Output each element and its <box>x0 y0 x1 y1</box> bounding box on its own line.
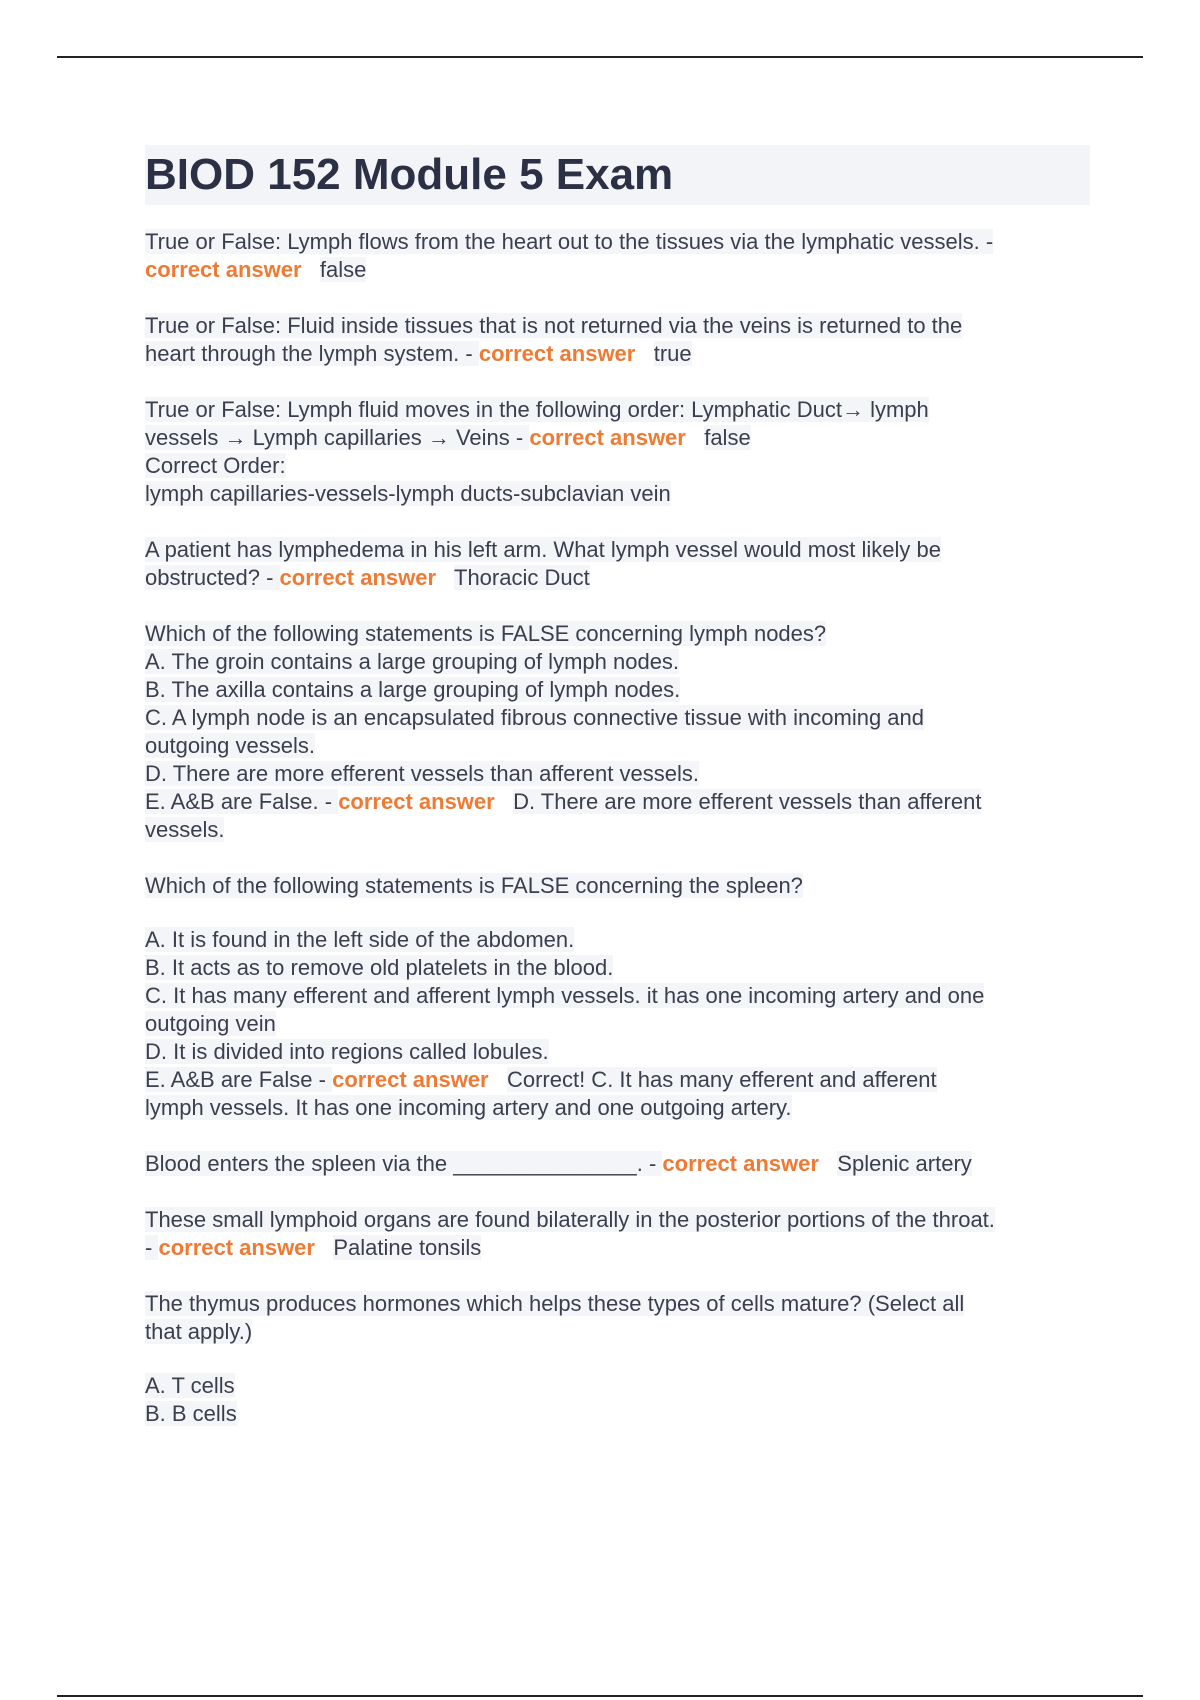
question-6-text: Which of the following statements is FALSE concerning the spleen? <box>145 873 803 898</box>
page-title: BIOD 152 Module 5 Exam <box>145 145 1090 205</box>
question-7 <box>145 1150 1090 1178</box>
question-4-text-cont: obstructed? - <box>145 565 280 590</box>
question-5-option-d: D. There are more efferent vessels than afferent vessels. <box>145 761 699 786</box>
correct-answer-label: correct answer <box>478 341 636 366</box>
question-8-answer: Palatine tonsils <box>333 1235 482 1260</box>
question-3-answer: false <box>704 425 751 450</box>
correct-answer-label: correct answer <box>332 1067 489 1092</box>
question-9 <box>145 1290 1090 1428</box>
question-5-answer: D. There are more efferent vessels than afferent <box>513 789 982 814</box>
question-1-text: True or False: Lymph flows from the heart out to the tissues via the lymphatic vessels. - <box>145 229 994 254</box>
question-9-text-cont: that apply.) <box>145 1319 253 1344</box>
correct-answer-label: correct answer <box>158 1235 315 1260</box>
question-5-option-a: A. The groin contains a large grouping of lymph nodes. <box>145 649 680 674</box>
question-3-text-cont: vessels → Lymph capillaries → Veins - <box>145 425 530 450</box>
correct-answer-label: correct answer <box>662 1151 819 1176</box>
question-3-text: True or False: Lymph fluid moves in the following order: Lymphatic Duct→ lymph <box>145 397 929 422</box>
question-8 <box>145 1206 1090 1262</box>
question-9-text: The thymus produces hormones which helps these types of cells mature? (Select all <box>145 1291 965 1316</box>
document-body <box>145 145 1090 1428</box>
question-3 <box>145 396 1090 508</box>
question-2-text-cont: heart through the lymph system. - <box>145 341 479 366</box>
question-4-text: A patient has lymphedema in his left arm. What lymph vessel would most likely be <box>145 537 942 562</box>
question-5-option-c: C. A lymph node is an encapsulated fibrous connective tissue with incoming and <box>145 705 925 730</box>
question-1-answer: false <box>319 257 367 282</box>
question-6-answer: Correct! C. It has many efferent and afferent <box>506 1067 937 1092</box>
question-8-text: These small lymphoid organs are found bilaterally in the posterior portions of the throat. <box>145 1207 995 1232</box>
question-8-text-cont: - <box>145 1235 159 1260</box>
question-6 <box>145 872 1090 1122</box>
question-5-option-b: B. The axilla contains a large grouping of lymph nodes. <box>145 677 681 702</box>
question-7-text: Blood enters the spleen via the _______________. - <box>145 1151 663 1176</box>
question-5-text: Which of the following statements is FALSE concerning lymph nodes? <box>145 621 827 646</box>
question-3-note: lymph capillaries-vessels-lymph ducts-subclavian vein <box>145 481 671 506</box>
question-9-option-b: B. B cells <box>145 1401 237 1426</box>
correct-answer-label: correct answer <box>145 257 302 282</box>
bottom-rule <box>57 1695 1143 1697</box>
correct-answer-label: correct answer <box>279 565 437 590</box>
question-6-answer-cont: lymph vessels. It has one incoming artery and one outgoing artery. <box>145 1095 792 1120</box>
question-9-option-a: A. T cells <box>145 1373 235 1398</box>
question-2-text: True or False: Fluid inside tissues that is not returned via the veins is returned to the <box>145 313 963 338</box>
question-4 <box>145 536 1090 592</box>
question-5 <box>145 620 1090 844</box>
question-6-option-a: A. It is found in the left side of the abdomen. <box>145 927 575 952</box>
question-6-option-d: D. It is divided into regions called lobules. <box>145 1039 549 1064</box>
question-2-answer: true <box>653 341 692 366</box>
question-5-option-c-cont: outgoing vessels. <box>145 733 315 758</box>
question-5-answer-cont: vessels. <box>145 817 225 842</box>
question-1 <box>145 228 1090 284</box>
question-6-option-b: B. It acts as to remove old platelets in the blood. <box>145 955 614 980</box>
question-3-note-label: Correct Order: <box>145 453 286 478</box>
question-7-answer: Splenic artery <box>837 1151 972 1176</box>
question-6-option-c-cont: outgoing vein <box>145 1011 276 1036</box>
correct-answer-label: correct answer <box>338 789 495 814</box>
question-6-option-c: C. It has many efferent and afferent lymph vessels. it has one incoming artery and one <box>145 983 985 1008</box>
top-rule <box>57 56 1143 58</box>
question-2 <box>145 312 1090 368</box>
question-5-option-e: E. A&B are False. - <box>145 789 339 814</box>
correct-answer-label: correct answer <box>529 425 686 450</box>
question-6-option-e: E. A&B are False - <box>145 1067 333 1092</box>
question-4-answer: Thoracic Duct <box>454 565 590 590</box>
